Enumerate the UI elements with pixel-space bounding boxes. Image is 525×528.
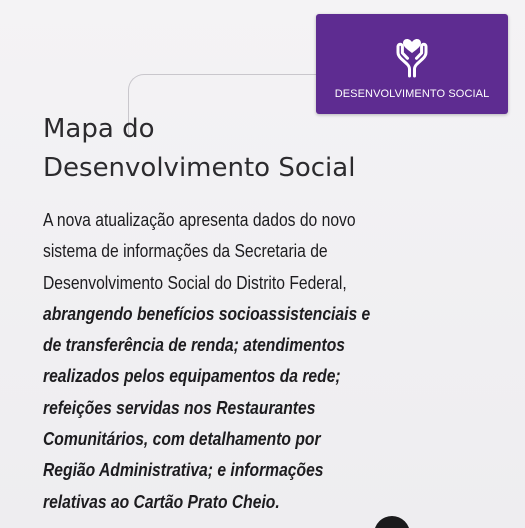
badge-label: DESENVOLVIMENTO SOCIAL xyxy=(334,88,490,100)
body-line: A nova atualização apresenta dados do novo xyxy=(43,210,356,230)
body-line-emphasis: abrangendo benefícios socioassistenciais e xyxy=(43,303,371,324)
body-line-emphasis: realizados pelos equipamentos da rede; xyxy=(43,366,341,387)
page-title xyxy=(43,110,483,188)
hands-holding-heart-icon xyxy=(390,36,434,78)
body-paragraph xyxy=(43,205,408,518)
page-title-line-1: Mapa do xyxy=(43,114,155,144)
desenvolvimento-social-badge xyxy=(316,14,508,114)
body-line-emphasis: refeições servidas nos Restaurantes xyxy=(43,397,316,418)
body-line: sistema de informações da Secretaria de xyxy=(43,241,328,262)
body-line: Desenvolvimento Social do Distrito Federal, xyxy=(43,272,347,293)
page-title-line-2: Desenvolvimento Social xyxy=(43,153,356,183)
body-line-emphasis: Comunitários, com detalhamento por xyxy=(43,429,321,450)
body-line-emphasis: relativas ao Cartão Prato Cheio. xyxy=(43,491,280,512)
body-line-emphasis: de transferência de renda; atendimentos xyxy=(43,335,345,356)
body-line-emphasis: Região Administrativa; e informações xyxy=(43,460,324,481)
